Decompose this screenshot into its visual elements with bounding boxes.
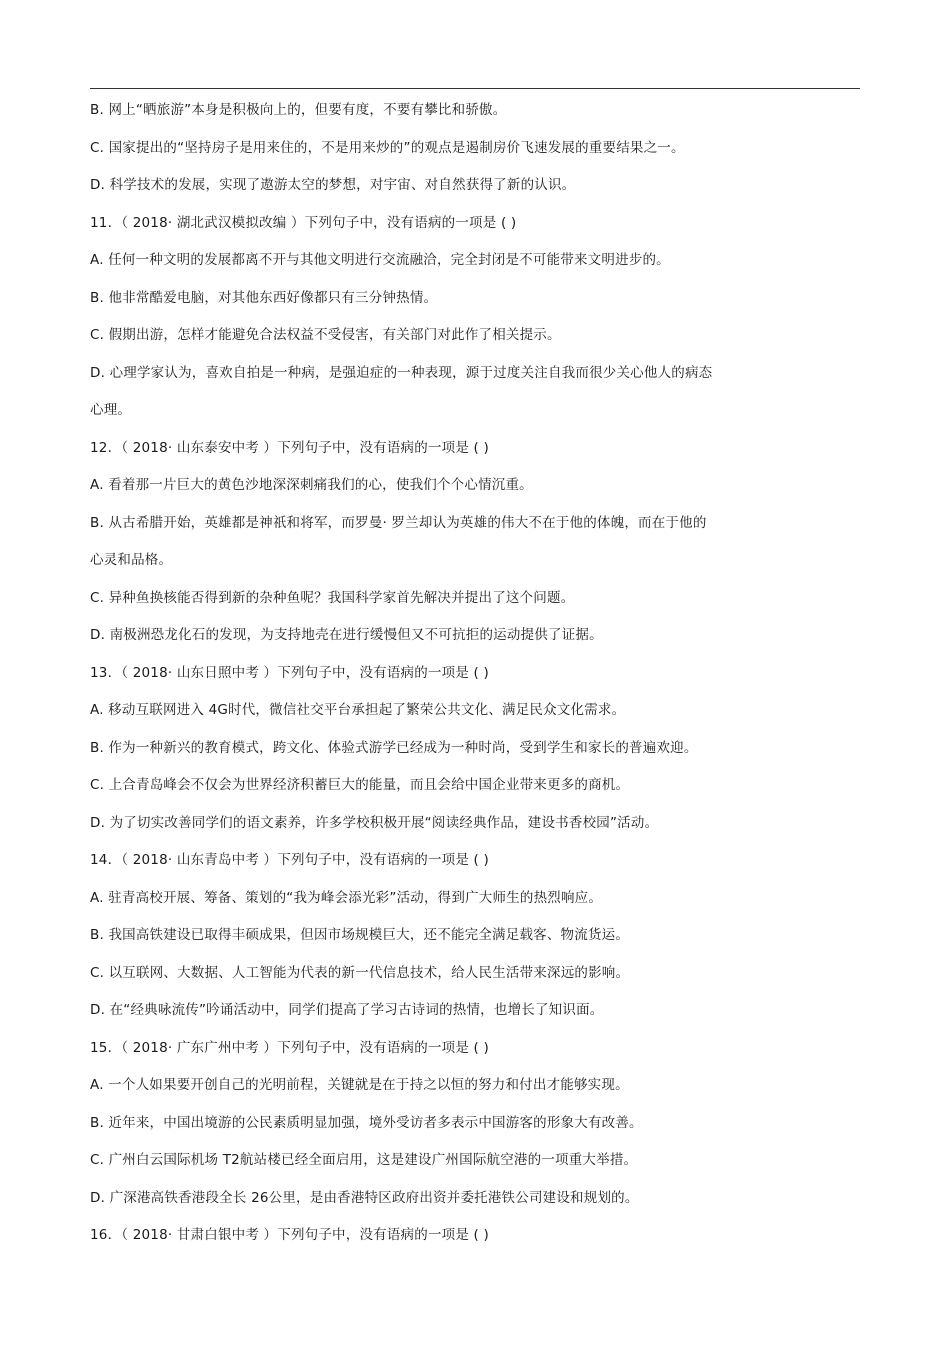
question-stem: 12．（ 2018· 山东泰安中考 ）下列句子中，没有语病的一项是 ( ) [90, 439, 489, 456]
text-line: D. 为了切实改善同学们的语文素养，许多学校积极开展“阅读经典作品，建设书香校园”活动。 [90, 814, 659, 831]
text-line: A. 移动互联网进入 4G时代，微信社交平台承担起了繁荣公共文化、满足民众文化需求。 [90, 702, 626, 718]
text-line: 心理。 [90, 402, 132, 418]
text-line: B. 近年来，中国出境游的公民素质明显加强，境外受访者多表示中国游客的形象大有改善。 [90, 1114, 643, 1131]
text-line: A. 驻青高校开展、筹备、策划的“我为峰会添光彩”活动，得到广大师生的热烈响应。 [90, 889, 603, 906]
question-stem: 13．（ 2018· 山东日照中考 ）下列句子中，没有语病的一项是 ( ) [90, 664, 489, 681]
text-line: D. 科学技术的发展，实现了遨游太空的梦想，对宇宙、对自然获得了新的认识。 [90, 177, 576, 193]
text-line: B. 从古希腊开始，英雄都是神祇和将军，而罗曼· 罗兰却认为英雄的伟大不在于他的体魄，而在于他的 [90, 514, 707, 531]
text-line: C. 国家提出的“坚持房子是用来住的，不是用来炒的”的观点是遏制房价飞速发展的重要结果之一。 [90, 139, 685, 156]
text-line: A. 任何一种文明的发展都离不开与其他文明进行交流融洽，完全封闭是不可能带来文明进步的。 [90, 252, 670, 268]
text-line: A. 一个人如果要开创自己的光明前程，关键就是在于持之以恒的努力和付出才能够实现。 [90, 1077, 629, 1093]
text-line: B. 我国高铁建设已取得丰硕成果，但因市场规模巨大，还不能完全满足载客、物流货运。 [90, 927, 630, 943]
text-line: B. 网上“晒旅游”本身是积极向上的，但要有度，不要有攀比和骄傲。 [90, 102, 507, 118]
question-stem: 15．（ 2018· 广东广州中考 ）下列句子中，没有语病的一项是 ( ) [90, 1039, 489, 1056]
question-stem: 11．（ 2018· 湖北武汉模拟改编 ）下列句子中，没有语病的一项是 ( ) [90, 214, 517, 231]
question-text [90, 96, 870, 1259]
question-stem: 14．（ 2018· 山东青岛中考 ）下列句子中，没有语病的一项是 ( ) [90, 852, 489, 868]
text-line: D. 南极洲恐龙化石的发现，为支持地壳在进行缓慢但又不可抗拒的运动提供了证据。 [90, 627, 603, 643]
text-line: B. 他非常酷爱电脑，对其他东西好像都只有三分钟热情。 [90, 289, 438, 306]
header-rule [90, 88, 860, 89]
text-line: C. 广州白云国际机场 T2航站楼已经全面启用，这是建设广州国际航空港的一项重大举措。 [90, 1152, 638, 1168]
text-line: C. 假期出游，怎样才能避免合法权益不受侵害，有关部门对此作了相关提示。 [90, 327, 561, 343]
text-line: C. 上合青岛峰会不仅会为世界经济积蓄巨大的能量，而且会给中国企业带来更多的商机。 [90, 777, 630, 793]
text-line: D. 心理学家认为，喜欢自拍是一种病，是强迫症的一种表现，源于过度关注自我而很少关心他人的病态 [90, 364, 713, 381]
text-line: 心灵和品格。 [90, 552, 173, 568]
text-line: B. 作为一种新兴的教育模式，跨文化、体验式游学已经成为一种时尚，受到学生和家长的普遍欢迎。 [90, 739, 698, 756]
question-stem: 16．（ 2018· 甘肃白银中考 ）下列句子中，没有语病的一项是 ( ) [90, 1227, 489, 1243]
text-line: A. 看着那一片巨大的黄色沙地深深刺痛我们的心，使我们个个心情沉重。 [90, 477, 533, 493]
text-line: C. 异种鱼换核能否得到新的杂种鱼呢？我国科学家首先解决并提出了这个问题。 [90, 589, 575, 606]
text-line: D. 广深港高铁香港段全长 26公里，是由香港特区政府出资并委托港铁公司建设和规划的。 [90, 1189, 639, 1206]
text-line: C. 以互联网、大数据、人工智能为代表的新一代信息技术，给人民生活带来深远的影响。 [90, 964, 630, 981]
text-line: D. 在“经典咏流传”吟诵活动中，同学们提高了学习古诗词的热情，也增长了知识面。 [90, 1002, 604, 1018]
